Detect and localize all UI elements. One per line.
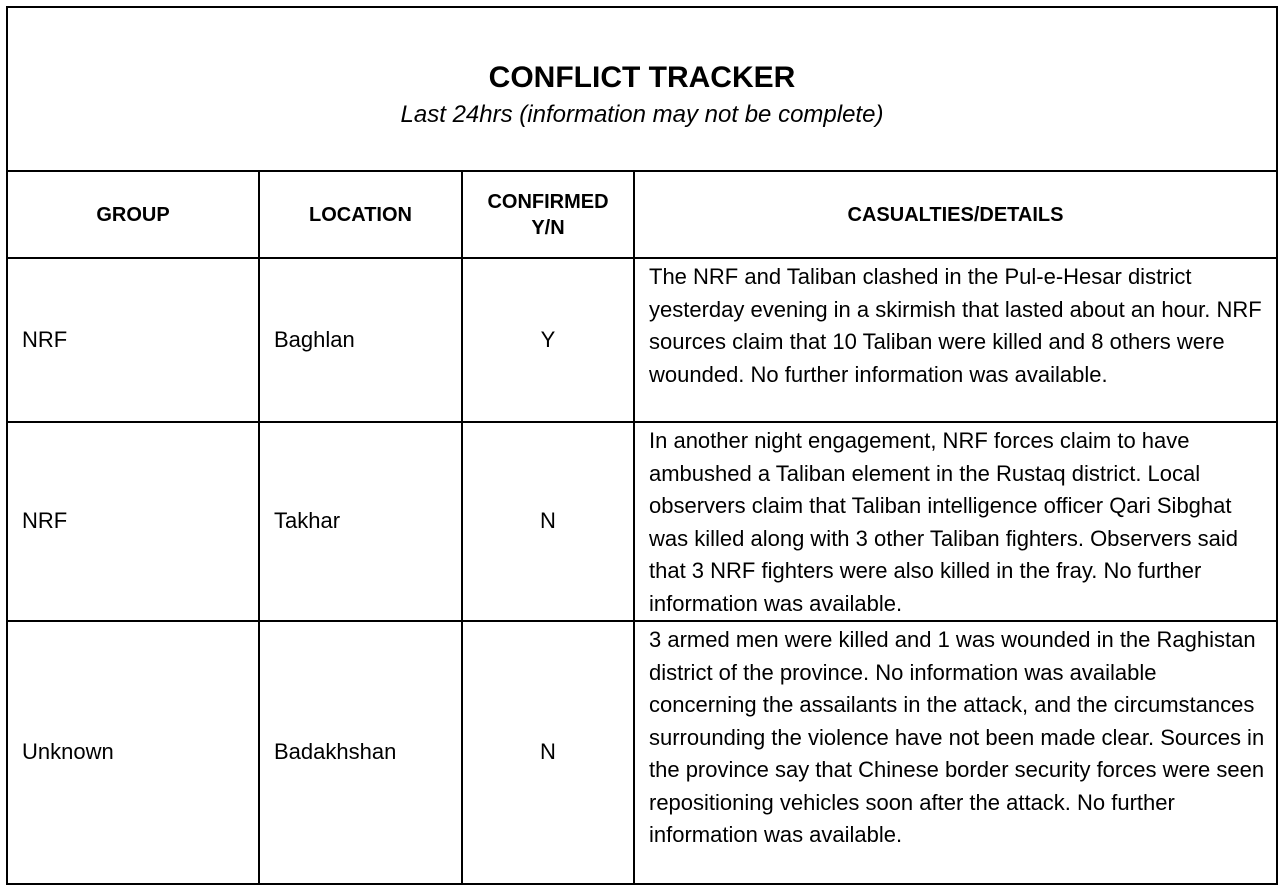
cell-location: Baghlan [259,258,462,422]
column-header-confirmed-line1: CONFIRMED [487,190,609,213]
cell-confirmed: Y [462,258,634,422]
cell-group: Unknown [8,621,259,883]
table-row [8,258,1276,422]
cell-confirmed: N [462,422,634,621]
cell-location: Takhar [259,422,462,621]
conflict-tracker-table [6,6,1278,885]
table-row [8,422,1276,621]
page-title: CONFLICT TRACKER [488,61,796,94]
header-row [8,172,1276,258]
tracker-table [8,172,1276,883]
table-row [8,621,1276,883]
column-header-location: LOCATION [259,172,462,258]
cell-details: The NRF and Taliban clashed in the Pul-e-Hesar district yesterday evening in a skirmish that lasted about an hour. NRF sources claim that 10 Taliban were killed and 8 others were wounded. No further information was available. [634,258,1276,422]
cell-details: 3 armed men were killed and 1 was wounded in the Raghistan district of the province. No information was available concerning the assailants in the attack, and the circumstances surrounding the violence have not been made clear. Sources in the province say that Chinese border security forces were seen repositioning vehicles soon after the attack. No further information was available. [649,627,1265,847]
cell-confirmed: N [462,621,634,883]
page-subtitle: Last 24hrs (information may not be complete) [400,101,884,128]
cell-group: NRF [8,422,259,621]
cell-group: NRF [8,258,259,422]
column-header-group: GROUP [8,172,259,258]
column-header-confirmed-line2: Y/N [531,216,565,239]
column-header-details: CASUALTIES/DETAILS [634,172,1276,258]
cell-location: Badakhshan [259,621,462,883]
cell-details: In another night engagement, NRF forces claim to have ambushed a Taliban element in the Rustaq district. Local observers claim that Taliban intelligence officer Qari Sibghat was killed along with 3 other Taliban fighters. Observers said that 3 NRF fighters were also killed in the fray. No further information was available. [634,422,1276,621]
title-block [8,8,1276,172]
column-header-confirmed [462,172,634,258]
